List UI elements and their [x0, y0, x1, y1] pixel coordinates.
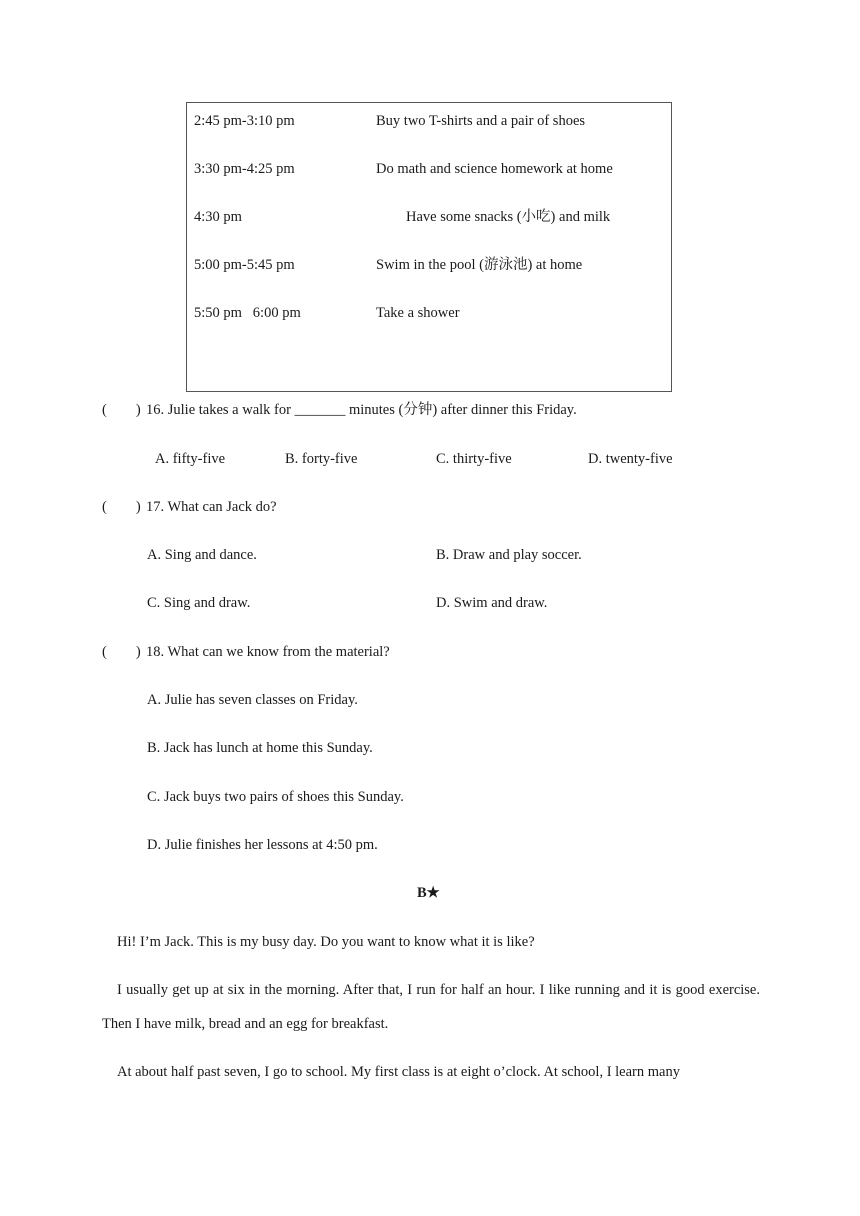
- q18-option-b[interactable]: B. Jack has lunch at home this Sunday.: [147, 740, 373, 756]
- schedule-activity-3: Have some snacks (小吃) and milk: [406, 209, 611, 225]
- answer-blank-18[interactable]: ( ): [102, 644, 141, 660]
- schedule-activity-1: Buy two T-shirts and a pair of shoes: [376, 113, 586, 129]
- schedule-time-3: 4:30 pm: [194, 209, 242, 225]
- schedule-table: [186, 102, 672, 392]
- q17-option-c[interactable]: C. Sing and draw.: [147, 595, 251, 611]
- q16-option-b[interactable]: B. forty-five: [285, 451, 358, 467]
- schedule-activity-2: Do math and science homework at home: [376, 161, 613, 177]
- passage-paragraph-1: Hi! I’m Jack. This is my busy day. Do you want to know what it is like?: [117, 934, 535, 950]
- question-16-stem: 16. Julie takes a walk for _______ minutes (分钟) after dinner this Friday.: [146, 402, 577, 418]
- question-17-stem: 17. What can Jack do?: [146, 499, 277, 515]
- q18-option-c[interactable]: C. Jack buys two pairs of shoes this Sunday.: [147, 789, 404, 805]
- q18-option-d[interactable]: D. Julie finishes her lessons at 4:50 pm.: [147, 837, 378, 853]
- schedule-time-2: 3:30 pm-4:25 pm: [194, 161, 295, 177]
- q17-option-d[interactable]: D. Swim and draw.: [436, 595, 548, 611]
- schedule-time-1: 2:45 pm-3:10 pm: [194, 113, 295, 129]
- question-18-stem: 18. What can we know from the material?: [146, 644, 390, 660]
- q16-option-d[interactable]: D. twenty-five: [588, 451, 673, 467]
- q17-option-b[interactable]: B. Draw and play soccer.: [436, 547, 582, 563]
- passage-paragraph-3: At about half past seven, I go to school. My first class is at eight o’clock. At school, I learn many: [117, 1064, 680, 1080]
- answer-blank-17[interactable]: ( ): [102, 499, 141, 515]
- schedule-activity-5: Take a shower: [376, 305, 460, 321]
- passage-paragraph-2: I usually get up at six in the morning. After that, I run for half an hour. I like running and it is good exercise. Then I have milk, bread and an egg for breakfast.: [102, 982, 760, 1032]
- section-b-heading: B★: [417, 885, 440, 901]
- answer-blank-16[interactable]: ( ): [102, 402, 141, 418]
- q16-option-a[interactable]: A. fifty-five: [155, 451, 226, 467]
- q16-option-c[interactable]: C. thirty-five: [436, 451, 512, 467]
- schedule-activity-4: Swim in the pool (游泳池) at home: [376, 257, 583, 273]
- q18-option-a[interactable]: A. Julie has seven classes on Friday.: [147, 692, 358, 708]
- schedule-time-4: 5:00 pm-5:45 pm: [194, 257, 295, 273]
- q17-option-a[interactable]: A. Sing and dance.: [147, 547, 257, 563]
- schedule-time-5: 5:50 pm 6:00 pm: [194, 305, 301, 321]
